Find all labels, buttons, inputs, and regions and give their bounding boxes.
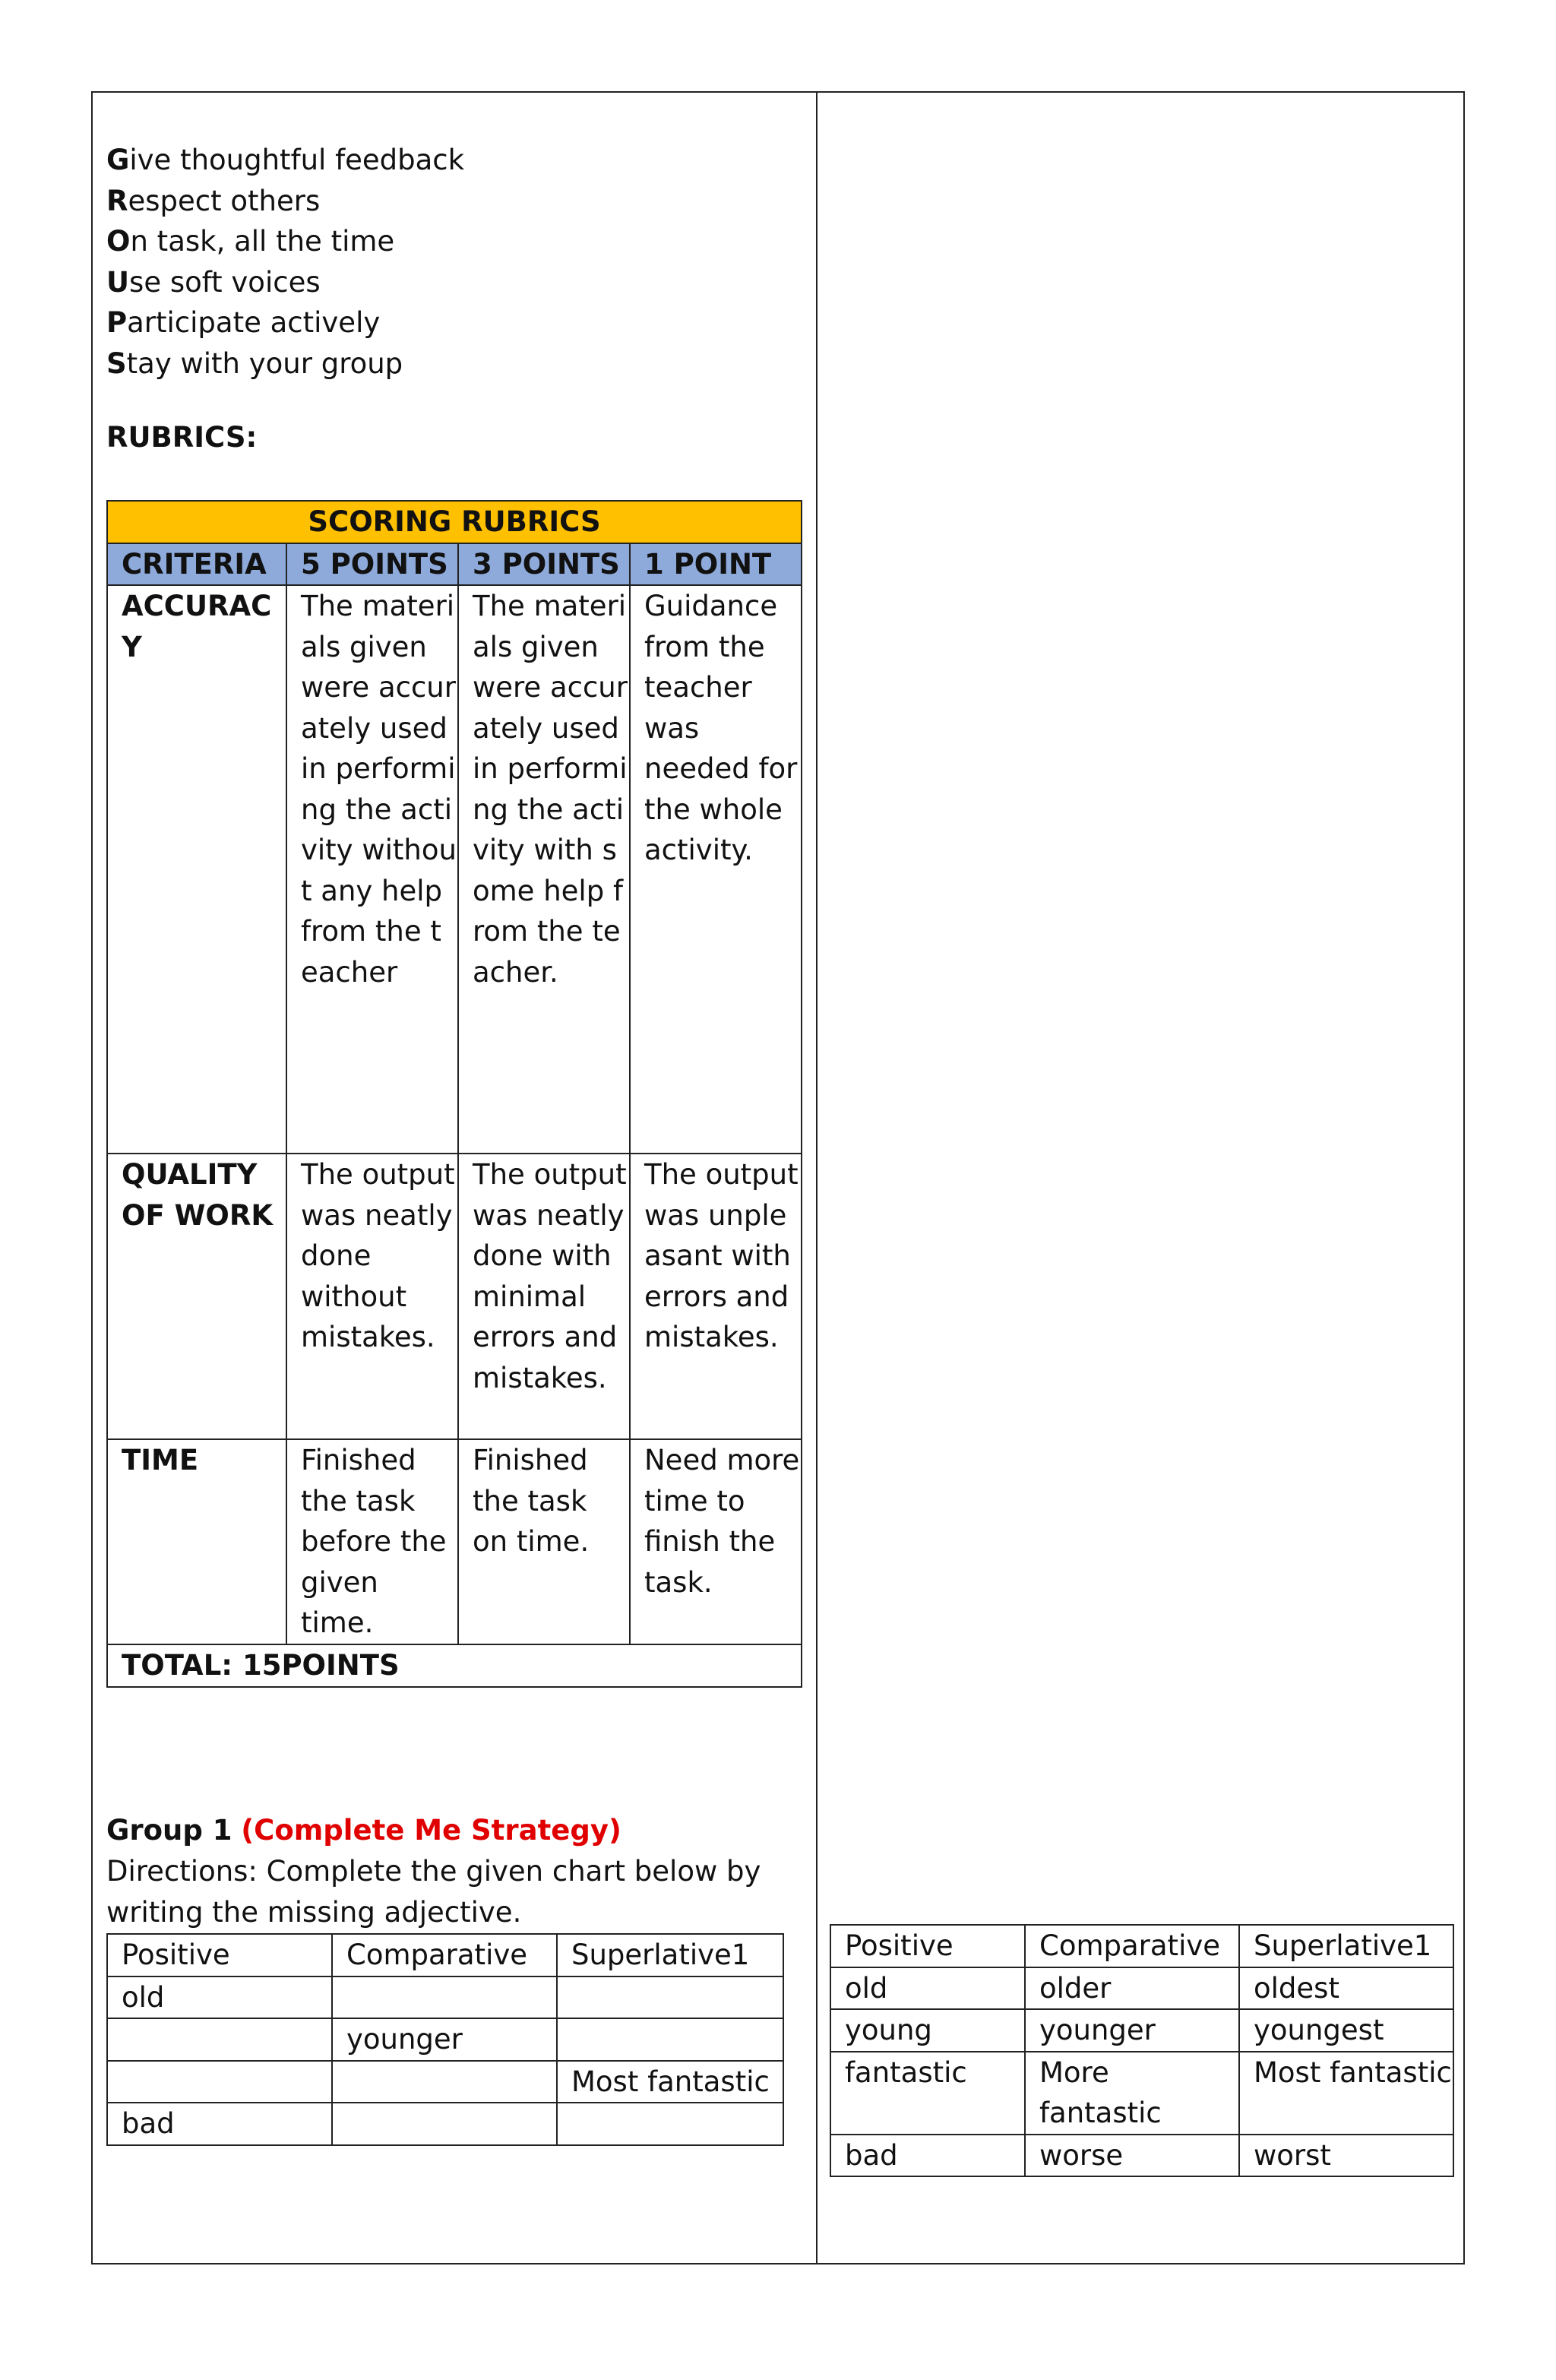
chart-cell bbox=[107, 2061, 332, 2103]
rubrics-total: TOTAL: 15POINTS bbox=[107, 1644, 802, 1687]
chart-cell: old bbox=[107, 1976, 332, 2019]
chart-row bbox=[107, 1976, 783, 2019]
chart-cell: Most fantastic bbox=[557, 2061, 783, 2103]
group-directions: Directions: Complete the given chart below by writing the missing adjective. bbox=[106, 1855, 761, 1929]
criteria-cell: ACCURACY bbox=[107, 585, 286, 1154]
five-point-cell: The materials given were accurately used in performing the activity without any help from the teacher bbox=[286, 585, 458, 1154]
rubric-row-accuracy bbox=[107, 585, 802, 1154]
chart-header-row bbox=[107, 1934, 783, 1976]
rule-line: Participate actively bbox=[106, 306, 381, 339]
chart-cell bbox=[557, 2018, 783, 2061]
lesson-table bbox=[91, 91, 1465, 2264]
chart-cell: old bbox=[830, 1967, 1025, 2010]
chart-cell: bad bbox=[107, 2103, 332, 2145]
chart-cell: youngest bbox=[1239, 2009, 1453, 2052]
rule-line: Respect others bbox=[106, 184, 321, 217]
chart-row bbox=[830, 2052, 1453, 2135]
scoring-rubrics-table bbox=[106, 500, 802, 1688]
header-criteria: CRITERIA bbox=[107, 543, 286, 586]
chart-row bbox=[830, 2135, 1453, 2177]
chart-header: Positive bbox=[107, 1934, 332, 1976]
chart-row bbox=[107, 2018, 783, 2061]
rubric-row-time bbox=[107, 1439, 802, 1644]
adjective-chart-blank bbox=[106, 1933, 784, 2146]
chart-header: Positive bbox=[830, 1925, 1025, 1967]
three-point-cell: The materials given were accurately used in performing the activity with some help from the teacher. bbox=[458, 585, 630, 1154]
chart-cell: fantastic bbox=[830, 2052, 1025, 2135]
chart-cell: younger bbox=[332, 2018, 557, 2061]
three-point-cell: Finished the task on time. bbox=[458, 1439, 630, 1644]
chart-header: Comparative bbox=[1025, 1925, 1239, 1967]
rubrics-title: SCORING RUBRICS bbox=[107, 501, 802, 543]
adjective-chart-answers bbox=[830, 1924, 1454, 2177]
chart-row bbox=[830, 2009, 1453, 2052]
three-point-cell: The output was neatly done with minimal errors and mistakes. bbox=[458, 1154, 630, 1439]
column-divider bbox=[816, 93, 818, 2263]
header-1-point: 1 POINT bbox=[630, 543, 802, 586]
chart-cell bbox=[332, 2061, 557, 2103]
criteria-cell: TIME bbox=[107, 1439, 286, 1644]
rubrics-label: RUBRICS: bbox=[106, 421, 258, 454]
one-point-cell: The output was unpleasant with errors and mistakes. bbox=[630, 1154, 802, 1439]
five-point-cell: The output was neatly done without mistakes. bbox=[286, 1154, 458, 1439]
chart-cell: More fantastic bbox=[1025, 2052, 1239, 2135]
criteria-cell: QUALITY OF WORK bbox=[107, 1154, 286, 1439]
chart-cell bbox=[332, 1976, 557, 2019]
rule-line: On task, all the time bbox=[106, 225, 395, 258]
chart-row bbox=[830, 1967, 1453, 2010]
group-name: Group 1 bbox=[106, 1814, 232, 1847]
header-5-points: 5 POINTS bbox=[286, 543, 458, 586]
header-3-points: 3 POINTS bbox=[458, 543, 630, 586]
chart-cell: older bbox=[1025, 1967, 1239, 2010]
chart-header-row bbox=[830, 1925, 1453, 1967]
chart-header: Comparative bbox=[332, 1934, 557, 1976]
five-point-cell: Finished the task before the given time. bbox=[286, 1439, 458, 1644]
chart-cell: Most fantastic bbox=[1239, 2052, 1453, 2135]
chart-header: Superlative1 bbox=[557, 1934, 783, 1976]
rule-line: Give thoughtful feedback bbox=[106, 144, 465, 176]
rule-line: Stay with your group bbox=[106, 347, 403, 380]
chart-header: Superlative1 bbox=[1239, 1925, 1453, 1967]
chart-row bbox=[107, 2061, 783, 2103]
group-strategy: (Complete Me Strategy) bbox=[241, 1814, 621, 1847]
grasps-rules bbox=[106, 140, 464, 384]
chart-row bbox=[107, 2103, 783, 2145]
chart-cell bbox=[557, 2103, 783, 2145]
chart-cell bbox=[107, 2018, 332, 2061]
one-point-cell: Need more time to finish the task. bbox=[630, 1439, 802, 1644]
chart-cell: worst bbox=[1239, 2135, 1453, 2177]
chart-cell: young bbox=[830, 2009, 1025, 2052]
one-point-cell: Guidance from the teacher was needed for the whole activity. bbox=[630, 585, 802, 1154]
rubric-row-quality bbox=[107, 1154, 802, 1439]
rule-line: Use soft voices bbox=[106, 265, 321, 299]
chart-cell: younger bbox=[1025, 2009, 1239, 2052]
group-heading bbox=[106, 1810, 621, 1851]
chart-cell bbox=[557, 1976, 783, 2019]
chart-cell bbox=[332, 2103, 557, 2145]
chart-cell: bad bbox=[830, 2135, 1025, 2177]
chart-cell: worse bbox=[1025, 2135, 1239, 2177]
chart-cell: oldest bbox=[1239, 1967, 1453, 2010]
